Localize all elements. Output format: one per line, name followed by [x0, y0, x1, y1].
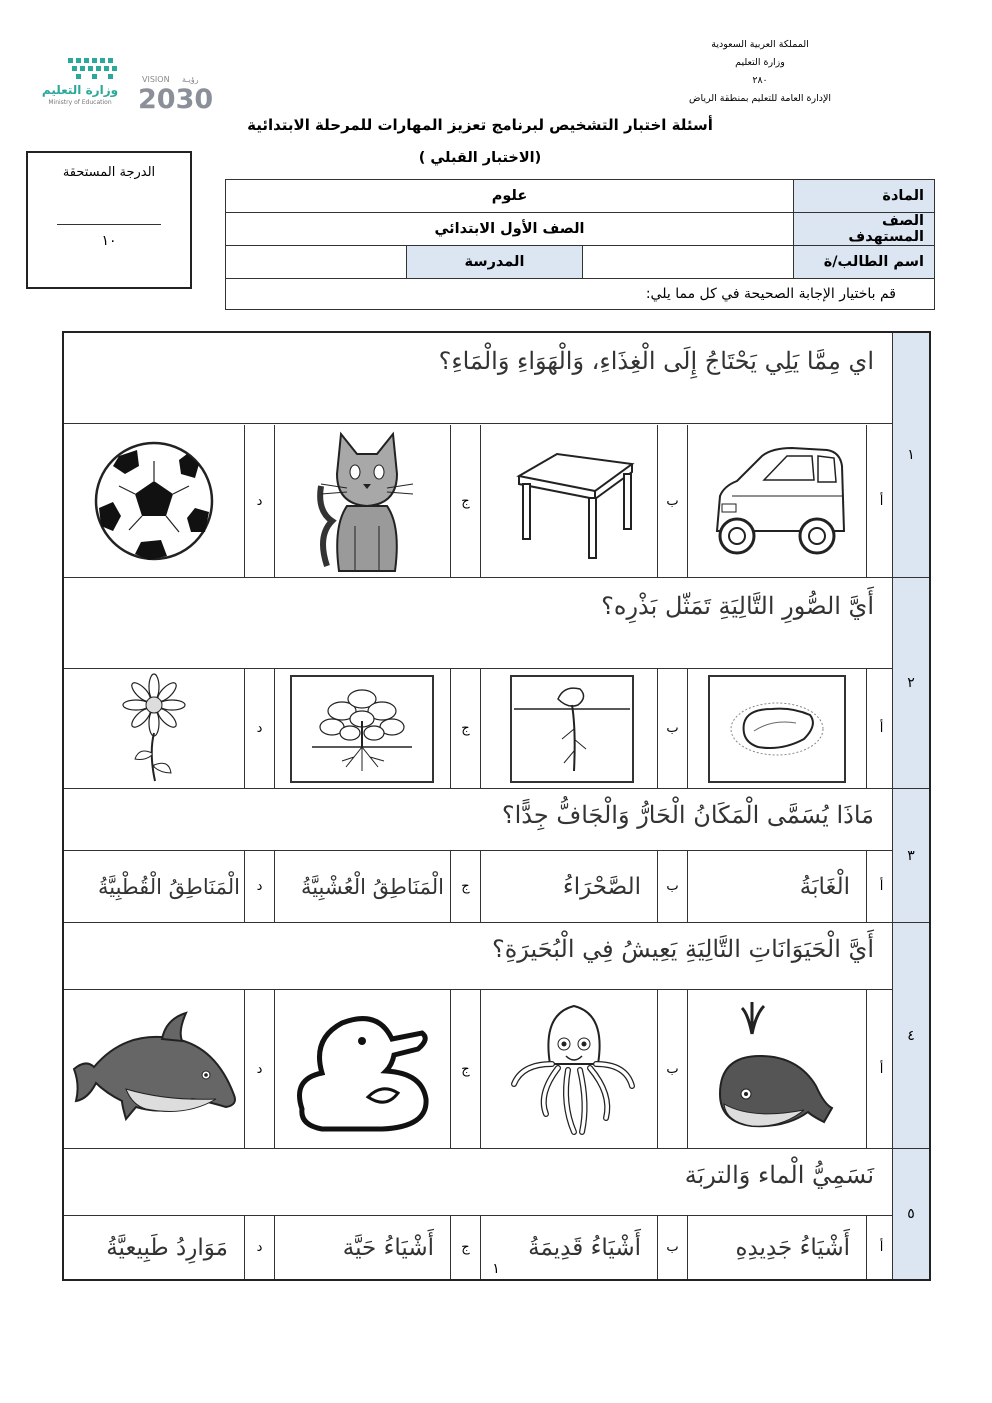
question-number-1: ١: [892, 333, 929, 577]
info-row-instruction: [226, 279, 935, 310]
option-letter-b: ب: [657, 990, 687, 1148]
question-text-4: أَيَّ الْحَيَوَانَاتِ التَّالِيَةِ يَعِيشُ فِي الْبُحَيرَةِ؟: [64, 923, 892, 990]
option-letter-b: ب: [657, 1216, 687, 1279]
header-info: [650, 36, 870, 108]
grade-box-label: الدرجة المستحقة: [62, 165, 156, 180]
number-text: ٢٨٠: [752, 75, 768, 86]
question-text-2: أَيَّ الصُّورِ التَّالِيَةِ تَمَثّل بَذْرِه؟: [64, 578, 892, 669]
answer-option-a[interactable]: أَشْيَاءُ جَدِيدِهِ: [735, 1234, 850, 1261]
grade-box-max: ١٠: [101, 233, 117, 249]
subject-value: علوم: [226, 180, 794, 213]
cat-image[interactable]: [274, 425, 450, 577]
seed-image[interactable]: [688, 669, 866, 788]
option-letter-a: أ: [866, 669, 896, 788]
whale-image[interactable]: [688, 990, 866, 1148]
ministry-logo-ar: وزارة التعليم: [41, 83, 119, 97]
page-title: أسئلة اختبار التشخيص لبرنامج تعزيز المهارات للمرحلة الابتدائية: [247, 116, 713, 134]
option-letter-d: د: [244, 851, 274, 922]
ministry-text: وزارة التعليم: [735, 57, 785, 68]
question-text-3: مَاذَا يُسَمَّى الْمَكَانُ الْحَارُّ وَالْجَافُّ جِدًّا؟: [64, 789, 892, 851]
option-letter-c: ج: [450, 425, 480, 577]
plant-image[interactable]: [274, 669, 450, 788]
page-subtitle: ( الاختبار القبلي): [418, 150, 542, 166]
answer-option-c[interactable]: الْمَنَاطِقُ الْعُشْبِيَّةُ: [300, 874, 444, 899]
grade-box: [26, 151, 192, 289]
question-text-1: اي مِمَّا يَلِي يَحْتَاجُ إِلَى الْغِذَاءِ، وَالْهَوَاءِ وَالْمَاءِ؟: [64, 333, 892, 424]
option-letter-d: د: [244, 990, 274, 1148]
option-letter-d: د: [244, 1216, 274, 1279]
question-number-5: ٥: [892, 1149, 929, 1279]
option-letter-a: أ: [866, 990, 896, 1148]
option-letter-b: ب: [657, 851, 687, 922]
sprout-image[interactable]: [488, 669, 656, 788]
student-label: اسم الطالب/ة: [794, 246, 935, 279]
grade-value: الصف الأول الابتدائي: [226, 213, 794, 246]
vision-logo-ar: رؤيـة: [182, 75, 199, 84]
vision-logo-word: VISION: [142, 75, 170, 84]
vision-logo-year: 2030: [138, 84, 212, 112]
option-letter-a: أ: [866, 851, 896, 922]
vision-2030-logo: [134, 72, 212, 112]
option-divider: [480, 425, 481, 577]
answer-option-c[interactable]: أَشْيَاءُ حَيَّة: [342, 1234, 434, 1261]
option-divider: [480, 669, 481, 788]
car-image[interactable]: [688, 425, 866, 577]
student-name-field[interactable]: [583, 246, 794, 279]
option-letter-a: أ: [866, 425, 896, 577]
page-number: ١: [492, 1261, 500, 1277]
ministry-logo: [40, 54, 122, 108]
table-image[interactable]: [488, 425, 656, 577]
question-number-2: ٢: [892, 578, 929, 788]
dolphin-image[interactable]: [64, 990, 244, 1148]
option-letter-b: ب: [657, 425, 687, 577]
option-divider: [480, 990, 481, 1148]
option-letter-c: ج: [450, 851, 480, 922]
flower-image[interactable]: [64, 669, 244, 788]
option-letter-c: ج: [450, 1216, 480, 1279]
answer-option-b[interactable]: أَشْيَاءُ قَدِيمَةُ: [528, 1234, 641, 1261]
option-letter-d: د: [244, 425, 274, 577]
info-table: [225, 179, 935, 310]
grade-box-line: [57, 224, 161, 225]
school-name-field[interactable]: [226, 246, 407, 279]
school-label: المدرسة: [407, 246, 583, 279]
answer-option-d[interactable]: مَوَارِدُ طَبِيعيَّةُ: [106, 1234, 228, 1261]
option-letter-d: د: [244, 669, 274, 788]
kingdom-text: المملكة العربية السعودية: [711, 39, 809, 50]
option-letter-c: ج: [450, 669, 480, 788]
grade-label: الصف المستهدف: [794, 213, 935, 246]
admin-text: الإدارة العامة للتعليم بمنطقة الرياض: [688, 93, 832, 104]
question-text-5: نَسَمِيُّ الْماء وَالتربَة: [64, 1149, 892, 1216]
subject-label: المادة: [794, 180, 935, 213]
quiz-table: [62, 331, 931, 1281]
ministry-logo-en: Ministry of Education: [48, 99, 112, 106]
option-letter-c: ج: [450, 990, 480, 1148]
info-row-student: [226, 246, 935, 279]
football-image[interactable]: [64, 425, 244, 577]
option-letter-b: ب: [657, 669, 687, 788]
answer-option-b[interactable]: الصَّحْرَاءُ: [562, 873, 641, 900]
question-number-3: ٣: [892, 789, 929, 922]
info-row-grade: [226, 213, 935, 246]
answer-option-d[interactable]: الْمَنَاطِقُ الْقُطْبِيَّةُ: [97, 874, 240, 899]
instruction-text: قم باختيار الإجابة الصحيحة في كل مما يلي:: [226, 279, 935, 310]
octopus-image[interactable]: [488, 990, 656, 1148]
option-letter-a: أ: [866, 1216, 896, 1279]
question-number-4: ٤: [892, 923, 929, 1148]
answer-option-a[interactable]: الْغَابَةُ: [799, 873, 850, 900]
info-row-subject: [226, 180, 935, 213]
duck-image[interactable]: [274, 990, 450, 1148]
